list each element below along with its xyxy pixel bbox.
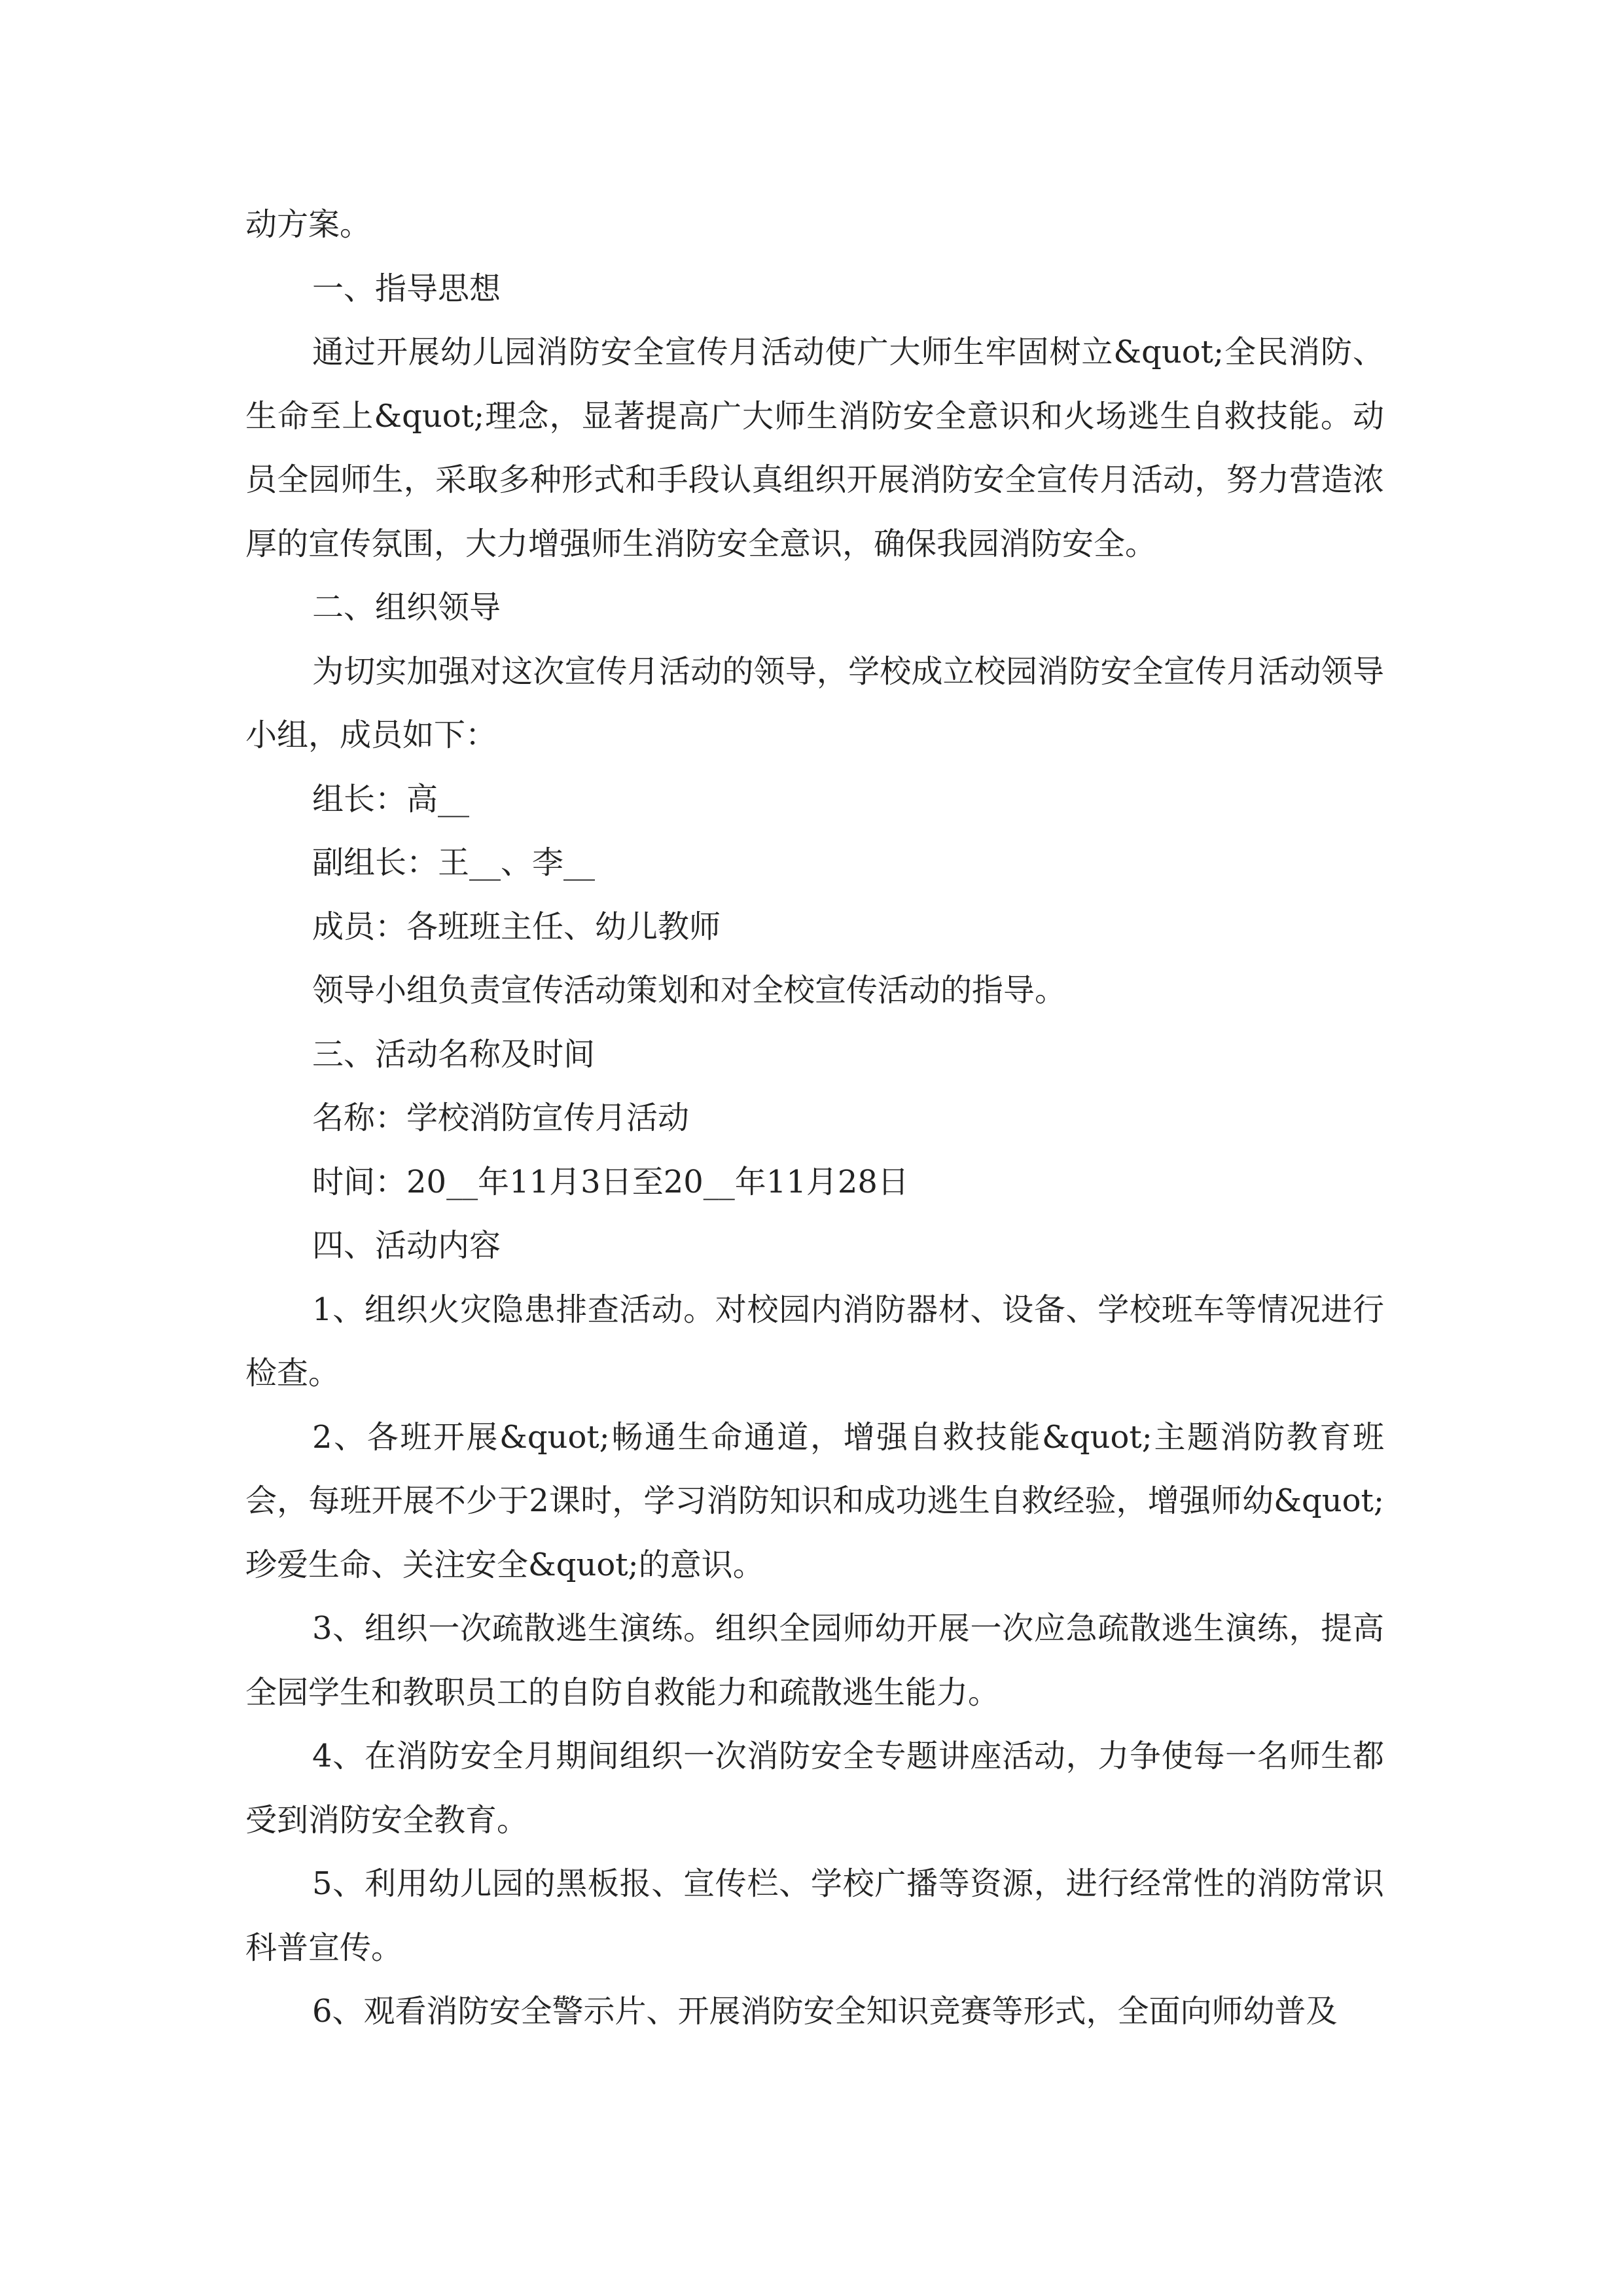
paragraph-guiding-ideology: 通过开展幼儿园消防安全宣传月活动使广大师生牢固树立&quot;全民消防、生命至上&quot;理念，显著提高广大师生消防安全意识和火场逃生自救技能。动员全园师生，采取多种形式和手段认真组织开展消防安全宣传月活动，努力营造浓厚的宣传氛围，大力增强师生消防安全意识，确保我园消防安全。 <box>245 334 1384 562</box>
deputy-leader-line: 副组长：王__、李__ <box>312 844 596 881</box>
leader-line: 组长：高__ <box>312 780 470 817</box>
list-item-5: 5、利用幼儿园的黑板报、宣传栏、学校广播等资源，进行经常性的消防常识科普宣传。 <box>245 1865 1384 1966</box>
activity-time-line: 时间：20__年11月3日至20__年11月28日 <box>312 1163 909 1200</box>
list-item-2: 2、各班开展&quot;畅通生命通道，增强自救技能&quot;主题消防教育班会，每班开展不少于2课时，学习消防知识和成功逃生自救经验，增强师幼&quot;珍爱生命、关注安全&quot;的意识。 <box>245 1418 1384 1583</box>
list-item-1: 1、组织火灾隐患排查活动。对校园内消防器材、设备、学校班车等情况进行检查。 <box>245 1291 1384 1391</box>
paragraph-leadership: 为切实加强对这次宣传月活动的领导，学校成立校园消防安全宣传月活动领导小组，成员如下： <box>245 653 1384 753</box>
members-line: 成员：各班班主任、幼儿教师 <box>312 908 721 945</box>
leadership-duty-line: 领导小组负责宣传活动策划和对全校宣传活动的指导。 <box>312 972 1067 1009</box>
section-heading-1: 一、指导思想 <box>312 270 501 307</box>
list-item-6: 6、观看消防安全警示片、开展消防安全知识竞赛等形式，全面向师幼普及 <box>312 1993 1338 2030</box>
list-item-3: 3、组织一次疏散逃生演练。组织全园师幼开展一次应急疏散逃生演练，提高全园学生和教职员工的自防自救能力和疏散逃生能力。 <box>245 1610 1384 1711</box>
section-heading-3: 三、活动名称及时间 <box>312 1035 596 1073</box>
activity-name-line: 名称：学校消防宣传月活动 <box>312 1100 690 1136</box>
list-item-4: 4、在消防安全月期间组织一次消防安全专题讲座活动，力争使每一名师生都受到消防安全教育。 <box>245 1738 1384 1839</box>
section-heading-2: 二、组织领导 <box>312 589 501 626</box>
paragraph-continuation: 动方案。 <box>245 206 372 243</box>
section-heading-4: 四、活动内容 <box>312 1227 501 1264</box>
document-body <box>245 193 1384 2044</box>
